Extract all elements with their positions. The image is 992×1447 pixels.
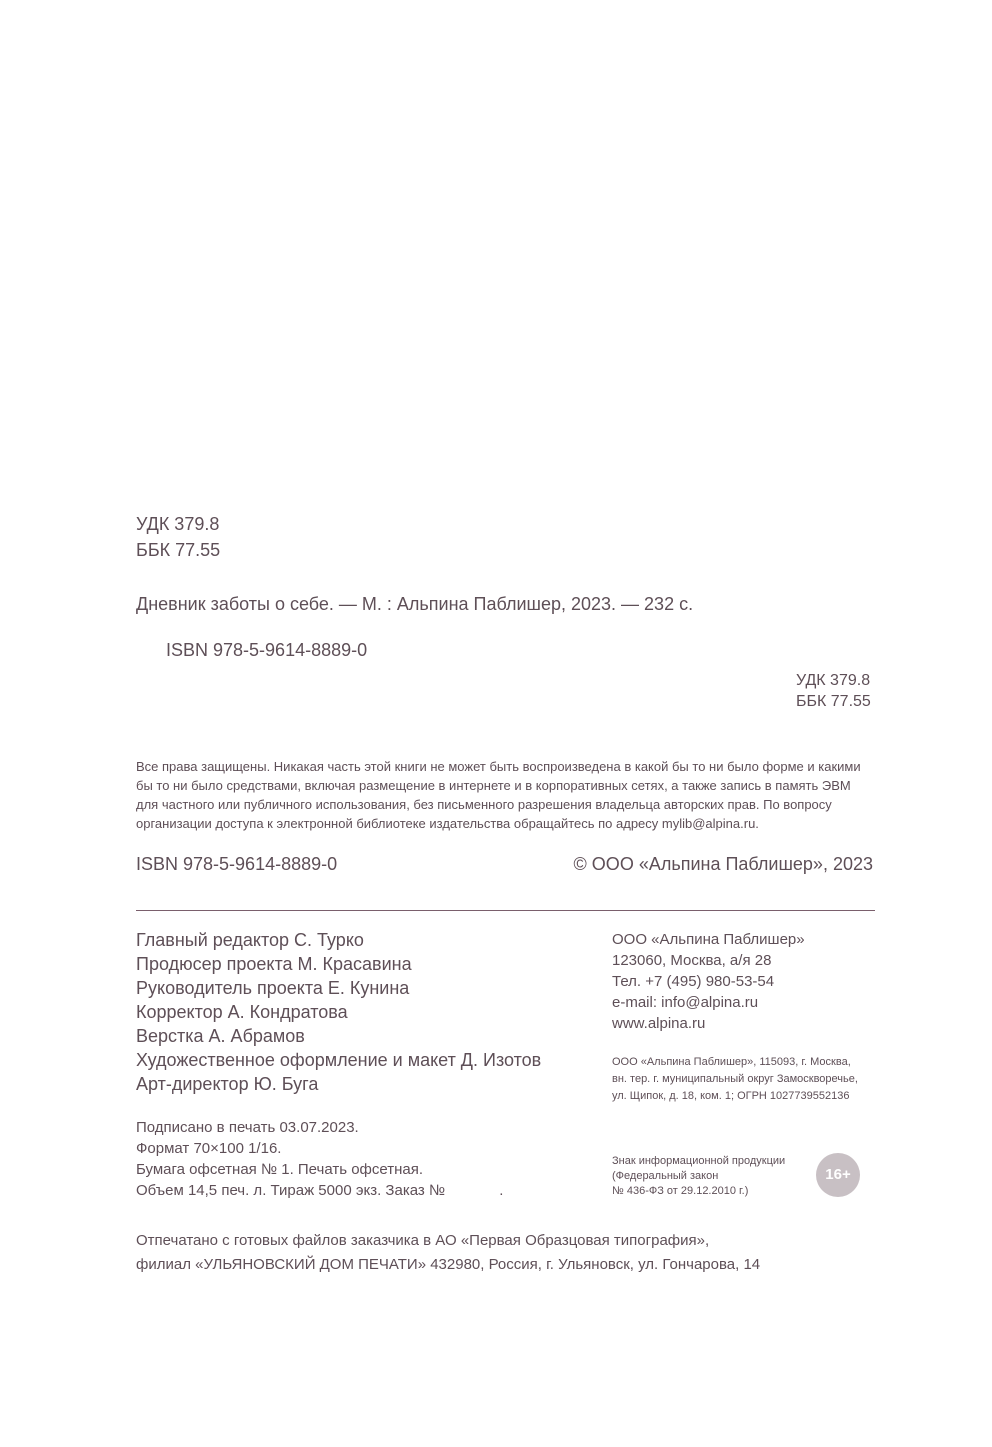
printer-info [136, 1229, 760, 1277]
age-sign-line: (Федеральный закон [612, 1170, 719, 1182]
credit-item: Верстка А. Абрамов [136, 1026, 305, 1046]
isbn-line: ISBN 978-5-9614-8889-0 [136, 854, 338, 874]
publisher-email: e-mail: info@alpina.ru [612, 994, 759, 1011]
credit-item: Продюсер проекта М. Красавина [136, 954, 412, 974]
credit-item: Художественное оформление и макет Д. Изотов [136, 1050, 542, 1070]
print-detail-line: Подписано в печать 03.07.2023. [136, 1119, 359, 1136]
publisher-address: 123060, Москва, а/я 28 [612, 952, 772, 969]
print-details [136, 1117, 503, 1201]
copyright: © ООО «Альпина Паблишер», 2023 [573, 854, 873, 874]
publisher-website: www.alpina.ru [612, 1015, 706, 1032]
publisher-legal-line: ООО «Альпина Паблишер», 115093, г. Москва, [612, 1056, 851, 1068]
print-detail-line: Формат 70×100 1/16. [136, 1140, 282, 1157]
credit-item: Арт-директор Ю. Буга [136, 1074, 319, 1094]
print-detail-line: Бумага офсетная № 1. Печать офсетная. [136, 1161, 424, 1178]
publisher-contacts [612, 929, 805, 1034]
udk-code: УДК 379.8 [136, 514, 220, 534]
rights-notice-line: Все права защищены. Никакая часть этой книги не может быть воспроизведена в какой бы то ни было форме и какими [136, 759, 861, 774]
rights-notice-line: организации доступа к электронной библиотеке издательства обращайтесь по адресу mylib@alpina.ru. [136, 816, 759, 831]
credit-item: Корректор А. Кондратова [136, 1002, 348, 1022]
bibliographic-record: Дневник заботы о себе. — М. : Альпина Паблишер, 2023. — 232 с. [136, 594, 694, 614]
rights-notice-line: бы то ни было средствами, включая размещение в интернете и в корпоративных сетях, а также запись в память ЭВМ [136, 778, 851, 793]
age-sign-text [612, 1154, 785, 1199]
bbk-code: ББК 77.55 [136, 540, 221, 560]
publisher-legal-line: ул. Щипок, д. 18, ком. 1; ОГРН 1027739552136 [612, 1090, 850, 1102]
credits-list [136, 928, 541, 1096]
publisher-legal-line: вн. тер. г. муниципальный округ Замоскворечье, [612, 1073, 858, 1085]
record-isbn: ISBN 978-5-9614-8889-0 [166, 640, 368, 660]
printer-line: филиал «УЛЬЯНОВСКИЙ ДОМ ПЕЧАТИ» 432980, Россия, г. Ульяновск, ул. Гончарова, 14 [136, 1256, 761, 1273]
publisher-name: ООО «Альпина Паблишер» [612, 931, 805, 948]
credit-item: Главный редактор С. Турко [136, 930, 364, 950]
publisher-phone: Тел. +7 (495) 980-53-54 [612, 973, 775, 990]
publisher-legal [612, 1054, 858, 1105]
rights-notice-line: для частного или публичного использования, без письменного разрешения владельца авторских прав. По вопросу [136, 797, 832, 812]
printer-line: Отпечатано с готовых файлов заказчика в АО «Первая Образцовая типография», [136, 1232, 710, 1249]
age-rating-badge: 16+ [816, 1153, 860, 1197]
divider-rule [136, 910, 875, 911]
bbk-code-right: ББК 77.55 [796, 693, 871, 710]
age-sign-line: Знак информационной продукции [612, 1155, 786, 1167]
udk-code-right: УДК 379.8 [796, 672, 871, 689]
print-detail-line: Объем 14,5 печ. л. Тираж 5000 экз. Заказ № . [136, 1182, 504, 1199]
credit-item: Руководитель проекта Е. Кунина [136, 978, 410, 998]
rights-notice [136, 757, 861, 833]
age-sign-line: № 436-ФЗ от 29.12.2010 г.) [612, 1185, 749, 1197]
